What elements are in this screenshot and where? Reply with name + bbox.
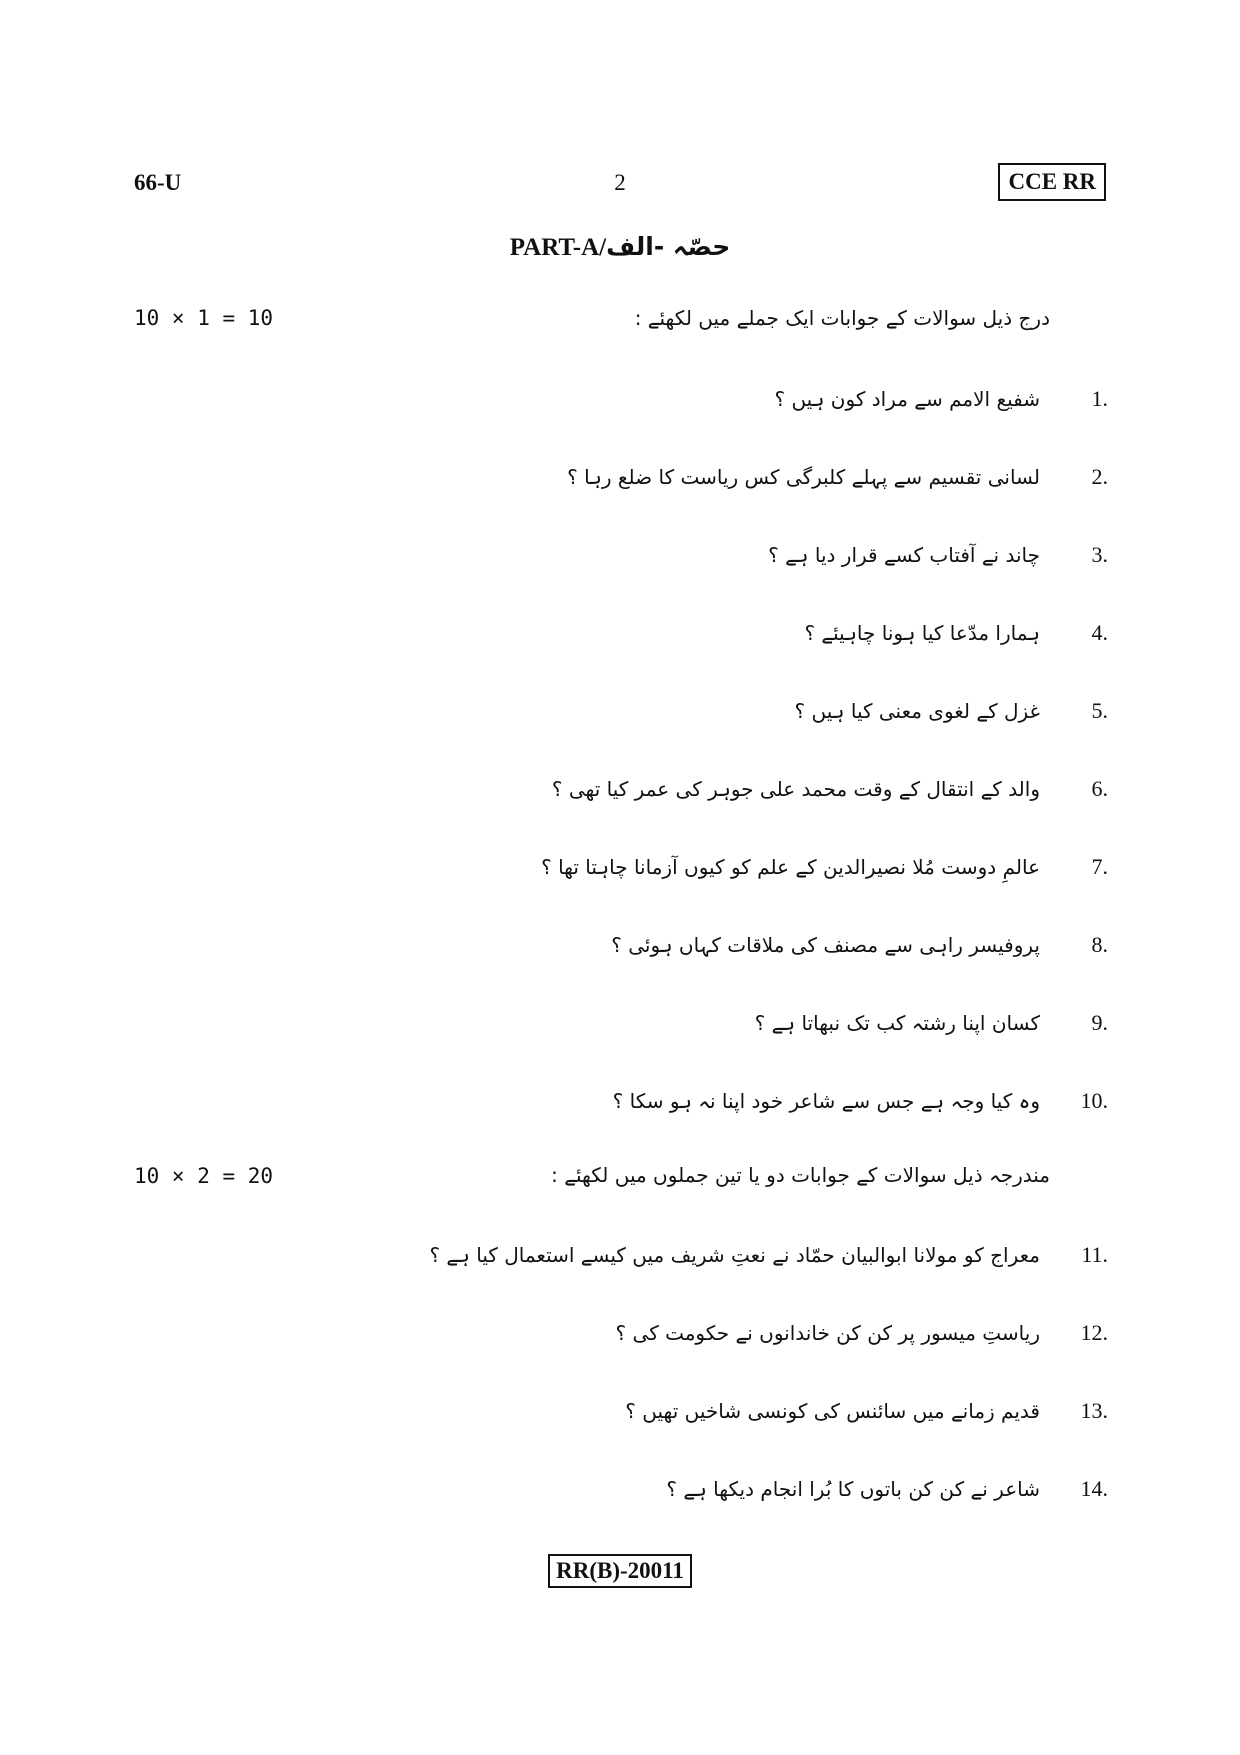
section1-instruction: درج ذیل سوالات کے جوابات ایک جملے میں لکھئے : (634, 306, 1050, 330)
question-5 (795, 698, 1108, 724)
question-text: عالمِ دوست مُلا نصیرالدین کے علم کو کیوں آزمانا چاہتا تھا ؟ (541, 855, 1040, 879)
question-number: 1. (1091, 386, 1108, 411)
question-number: 10. (1080, 1088, 1108, 1113)
question-text: لسانی تقسیم سے پہلے کلبرگی کس ریاست کا ضلع رہا ؟ (567, 465, 1040, 489)
section2-marks: 10 × 2 = 20 (134, 1164, 274, 1188)
question-10 (613, 1088, 1108, 1114)
question-14 (666, 1476, 1108, 1502)
question-number: 8. (1091, 932, 1108, 957)
part-label-en: PART-A/ (509, 234, 607, 261)
question-text: کسان اپنا رشتہ کب تک نبھاتا ہے ؟ (754, 1011, 1040, 1035)
question-number: 9. (1091, 1010, 1108, 1035)
part-title (0, 232, 1240, 262)
question-4 (804, 620, 1108, 646)
question-6 (552, 776, 1108, 802)
board-code-box: CCE RR (998, 163, 1106, 201)
question-number: 13. (1080, 1398, 1108, 1423)
section2-instruction: مندرجہ ذیل سوالات کے جوابات دو یا تین جملوں میں لکھئے : (551, 1163, 1050, 1187)
question-text: والد کے انتقال کے وقت محمد علی جوہر کی عمر کیا تھی ؟ (551, 777, 1040, 801)
paper-code: 66-U (134, 170, 182, 195)
question-12 (616, 1320, 1108, 1346)
question-text: غزل کے لغوی معنی کیا ہیں ؟ (794, 699, 1040, 723)
question-text: قدیم زمانے میں سائنس کی کونسی شاخیں تھیں ؟ (625, 1399, 1040, 1423)
question-number: 7. (1091, 854, 1108, 879)
question-7 (541, 854, 1108, 880)
question-text: معراج کو مولانا ابوالبیان حمّاد نے نعتِ شریف میں کیسے استعمال کیا ہے ؟ (429, 1243, 1040, 1267)
question-text: ہمارا مدّعا کیا ہونا چاہیئے ؟ (804, 621, 1040, 645)
question-number: 6. (1091, 776, 1108, 801)
section1-marks: 10 × 1 = 10 (134, 306, 274, 330)
question-2 (567, 464, 1108, 490)
question-text: چاند نے آفتاب کسے قرار دیا ہے ؟ (768, 543, 1040, 567)
question-text: وہ کیا وجہ ہے جس سے شاعر خود اپنا نہ ہو سکا ؟ (612, 1089, 1040, 1113)
question-number: 3. (1091, 542, 1108, 567)
footer-code-box: RR(B)-20011 (548, 1554, 692, 1588)
page-number: 2 (614, 170, 626, 195)
question-3 (768, 542, 1108, 568)
part-label-ur: حصّہ -الف (606, 232, 731, 261)
question-11 (429, 1242, 1108, 1268)
question-number: 11. (1081, 1242, 1108, 1267)
question-text: شفیع الامم سے مراد کون ہیں ؟ (774, 387, 1040, 411)
question-text: ریاستِ میسور پر کن کن خاندانوں نے حکومت کی ؟ (615, 1321, 1040, 1345)
question-9 (755, 1010, 1108, 1036)
footer (0, 1554, 1240, 1588)
question-text: شاعر نے کن کن باتوں کا بُرا انجام دیکھا ہے ؟ (666, 1477, 1040, 1501)
question-13 (625, 1398, 1108, 1424)
question-number: 4. (1091, 620, 1108, 645)
question-number: 2. (1091, 464, 1108, 489)
question-1 (774, 386, 1108, 412)
question-number: 12. (1080, 1320, 1108, 1345)
question-text: پروفیسر راہی سے مصنف کی ملاقات کہاں ہوئی ؟ (611, 933, 1040, 957)
question-number: 14. (1080, 1476, 1108, 1501)
question-number: 5. (1091, 698, 1108, 723)
question-8 (611, 932, 1108, 958)
